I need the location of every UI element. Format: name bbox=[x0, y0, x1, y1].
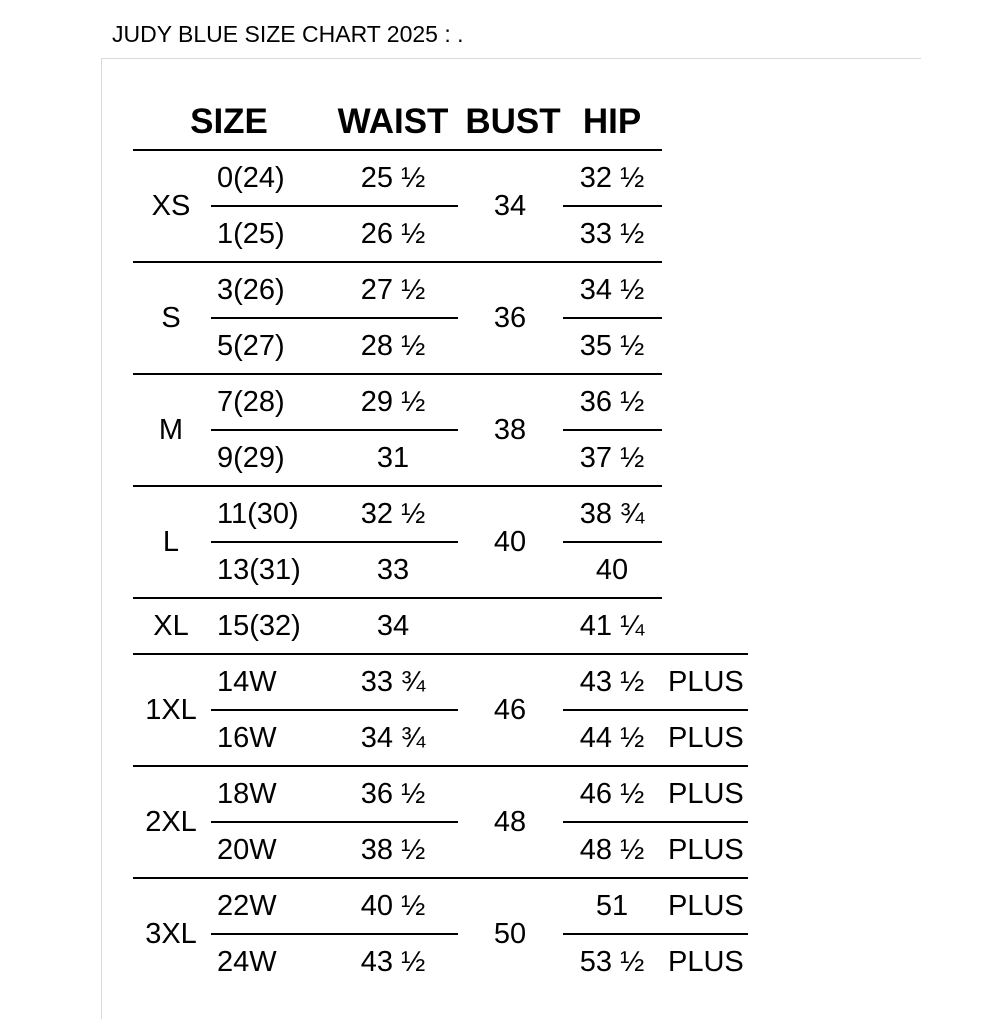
waist-value: 36 ½ bbox=[360, 778, 426, 810]
row-divider-right bbox=[563, 821, 748, 823]
hip-value: 32 ½ bbox=[579, 162, 645, 194]
group-label: S bbox=[161, 302, 181, 334]
size-value: 15(32) bbox=[217, 610, 301, 642]
group-divider bbox=[133, 653, 748, 655]
row-divider-left bbox=[211, 429, 458, 431]
hip-value: 44 ½ bbox=[579, 722, 645, 754]
plus-note: PLUS bbox=[668, 778, 744, 810]
size-value: 16W bbox=[217, 722, 277, 754]
waist-value: 29 ½ bbox=[360, 386, 426, 418]
size-value: 7(28) bbox=[217, 386, 285, 418]
row-divider-right bbox=[563, 429, 662, 431]
header-size: SIZE bbox=[190, 102, 268, 141]
group-label: 1XL bbox=[145, 694, 197, 726]
hip-value: 51 bbox=[595, 890, 629, 922]
size-value: 13(31) bbox=[217, 554, 301, 586]
waist-value: 26 ½ bbox=[360, 218, 426, 250]
bust-value: 48 bbox=[493, 806, 527, 838]
hip-value: 36 ½ bbox=[579, 386, 645, 418]
header-hip: HIP bbox=[582, 102, 642, 141]
hip-value: 48 ½ bbox=[579, 834, 645, 866]
waist-value: 32 ½ bbox=[360, 498, 426, 530]
row-divider-left bbox=[211, 821, 458, 823]
size-value: 9(29) bbox=[217, 442, 285, 474]
waist-value: 33 ¾ bbox=[360, 666, 426, 698]
hip-value: 40 bbox=[595, 554, 629, 586]
hip-value: 38 ¾ bbox=[579, 498, 645, 530]
hip-value: 33 ½ bbox=[579, 218, 645, 250]
header-bust: BUST bbox=[465, 102, 561, 141]
row-divider-left bbox=[211, 205, 458, 207]
group-divider bbox=[133, 485, 662, 487]
waist-value: 33 bbox=[376, 554, 410, 586]
size-value: 0(24) bbox=[217, 162, 285, 194]
size-value: 18W bbox=[217, 778, 277, 810]
bust-value: 46 bbox=[493, 694, 527, 726]
group-divider bbox=[133, 597, 662, 599]
waist-value: 25 ½ bbox=[360, 162, 426, 194]
group-label: 2XL bbox=[145, 806, 197, 838]
waist-value: 34 ¾ bbox=[360, 722, 426, 754]
hip-value: 46 ½ bbox=[579, 778, 645, 810]
waist-value: 40 ½ bbox=[360, 890, 426, 922]
plus-note: PLUS bbox=[668, 722, 744, 754]
group-label: L bbox=[162, 526, 180, 558]
hip-value: 43 ½ bbox=[579, 666, 645, 698]
size-value: 14W bbox=[217, 666, 277, 698]
hip-value: 37 ½ bbox=[579, 442, 645, 474]
row-divider-left bbox=[211, 541, 458, 543]
group-label: M bbox=[158, 414, 184, 446]
row-divider-left bbox=[211, 933, 458, 935]
group-divider bbox=[133, 877, 748, 879]
size-value: 22W bbox=[217, 890, 277, 922]
waist-value: 31 bbox=[376, 442, 410, 474]
plus-note: PLUS bbox=[668, 834, 744, 866]
row-divider-right bbox=[563, 317, 662, 319]
row-divider-left bbox=[211, 709, 458, 711]
waist-value: 38 ½ bbox=[360, 834, 426, 866]
row-divider-left bbox=[211, 317, 458, 319]
group-label: 3XL bbox=[145, 918, 197, 950]
size-value: 11(30) bbox=[217, 498, 299, 530]
size-value: 3(26) bbox=[217, 274, 285, 306]
group-label: XS bbox=[151, 190, 191, 222]
bust-value: 40 bbox=[493, 526, 527, 558]
plus-note: PLUS bbox=[668, 890, 744, 922]
bust-value: 36 bbox=[493, 302, 527, 334]
row-divider-right bbox=[563, 205, 662, 207]
size-value: 1(25) bbox=[217, 218, 285, 250]
size-value: 24W bbox=[217, 946, 277, 978]
group-divider bbox=[133, 261, 662, 263]
bust-value: 38 bbox=[493, 414, 527, 446]
waist-value: 27 ½ bbox=[360, 274, 426, 306]
group-divider bbox=[133, 373, 662, 375]
row-divider-right bbox=[563, 709, 748, 711]
page-title: JUDY BLUE SIZE CHART 2025 : . bbox=[112, 21, 464, 47]
waist-value: 34 bbox=[376, 610, 410, 642]
group-label: XL bbox=[153, 610, 189, 642]
row-divider-right bbox=[563, 933, 748, 935]
row-divider-right bbox=[563, 541, 662, 543]
hip-value: 34 ½ bbox=[579, 274, 645, 306]
size-value: 5(27) bbox=[217, 330, 285, 362]
header-divider bbox=[133, 149, 662, 151]
waist-value: 43 ½ bbox=[360, 946, 426, 978]
waist-value: 28 ½ bbox=[360, 330, 426, 362]
size-value: 20W bbox=[217, 834, 277, 866]
bust-value: 34 bbox=[493, 190, 527, 222]
bust-value: 50 bbox=[493, 918, 527, 950]
hip-value: 53 ½ bbox=[579, 946, 645, 978]
hip-value: 41 ¼ bbox=[579, 610, 645, 642]
plus-note: PLUS bbox=[668, 666, 744, 698]
group-divider bbox=[133, 765, 748, 767]
header-waist: WAIST bbox=[337, 102, 449, 141]
plus-note: PLUS bbox=[668, 946, 744, 978]
hip-value: 35 ½ bbox=[579, 330, 645, 362]
